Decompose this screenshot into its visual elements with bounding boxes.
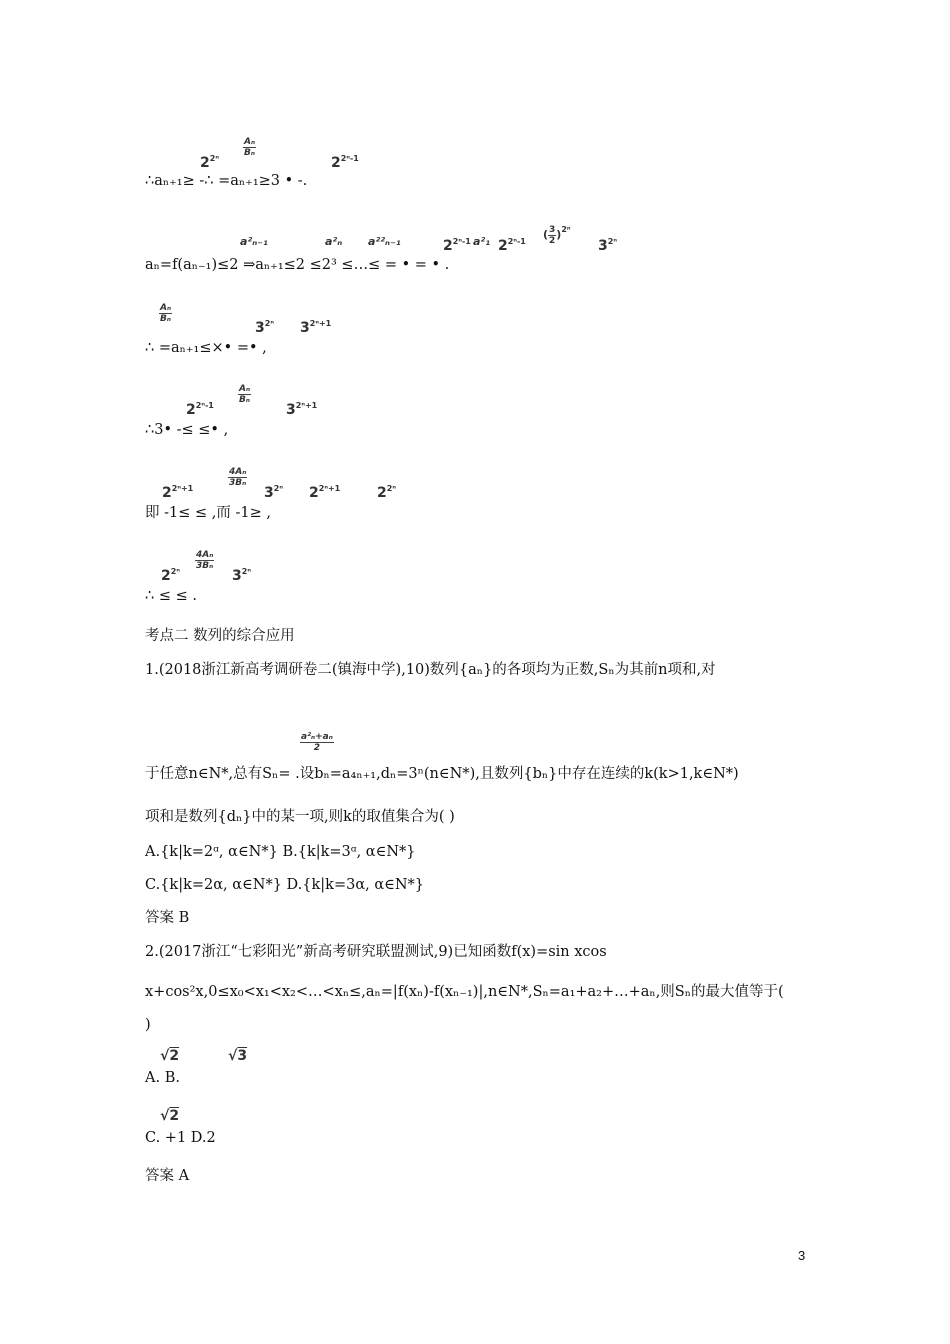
question-1-line-1: 1.(2018浙江新高考调研卷二(镇海中学),10)数列{aₙ}的各项均为正数,Sₙ为其前n项和,对 — [145, 662, 716, 678]
math-base-2: $2^{2^n}$ — [377, 484, 396, 501]
line-6: ∴ ≤ ≤ . — [145, 588, 197, 604]
question-1-answer: 答案 B — [145, 910, 190, 926]
question-2-options-ab: A. B. — [145, 1070, 180, 1086]
math-base-3: $3^{2^n}$ — [264, 484, 283, 501]
line-2: aₙ=f(aₙ₋₁)≤2 ⇒aₙ₊₁≤2 ≤2³ ≤…≤ = • = • . — [145, 257, 450, 273]
math-base-2: $2^{2^n}$ — [161, 567, 180, 584]
math-fraction-an-bn: $\frac{\text{Aₙ}}{\text{Bₙ}}$ — [160, 303, 172, 324]
math-base-2: $2^{2^n-1}$ — [331, 154, 359, 171]
math-fraction-an-bn: $\frac{\text{Aₙ}}{\text{Bₙ}}$ — [239, 384, 251, 405]
math-base-3: $3^{2^n}$ — [255, 319, 274, 336]
math-base-3: $3^{2^n}$ — [598, 237, 617, 254]
math-an-1-squared-2: a²²ₙ₋₁ — [368, 235, 401, 248]
math-base-2: $2^{2^n-1}$ — [443, 237, 471, 254]
math-base-3: $3^{2^n+1}$ — [286, 401, 318, 418]
math-an-squared: a²ₙ — [325, 235, 343, 248]
math-base-2: $2^{2^n+1}$ — [309, 484, 341, 501]
math-sqrt-2: √2 — [160, 1108, 180, 1124]
math-fraction-4an-3bn: $\frac{\text{4Aₙ}}{\text{3Bₙ}}$ — [196, 550, 214, 571]
question-2-answer: 答案 A — [145, 1168, 190, 1184]
page-number: 3 — [798, 1248, 806, 1263]
line-1: ∴aₙ₊₁≥ -∴ =aₙ₊₁≥3 • -. — [145, 173, 308, 189]
math-a1-squared: a²₁ — [473, 235, 491, 248]
question-2-options-cd: C. +1 D.2 — [145, 1130, 216, 1146]
line-3: ∴ =aₙ₊₁≤×• =• , — [145, 340, 267, 356]
math-three-halves: ( $\frac{3}{2}$ )$^{2^n}$ — [543, 224, 571, 246]
question-1-line-3: 项和是数列{dₙ}中的某一项,则k的取值集合为( ) — [145, 809, 455, 825]
question-2-line-3: ) — [145, 1017, 151, 1033]
question-1-options-ab: A.{k|k=2ᵅ, α∈N*} B.{k|k=3ᵅ, α∈N*} — [145, 844, 416, 860]
math-sn-fraction: $\frac{\text{a²ₙ+aₙ}}{2}$ — [301, 732, 333, 753]
math-base-3: $3^{2^n}$ — [232, 567, 251, 584]
question-2-line-2: x+cos²x,0≤x₀<x₁<x₂<…<xₙ≤,aₙ=|f(xₙ)-f(xₙ₋₁)|,n∈N*,Sₙ=a₁+a₂+…+aₙ,则Sₙ的最大值等于( — [145, 984, 784, 1000]
line-5: 即 -1≤ ≤ ,而 -1≥ , — [145, 505, 271, 521]
question-1-line-2: 于任意n∈N*,总有Sₙ= .设bₙ=a₄ₙ₊₁,dₙ=3ⁿ(n∈N*),且数列{bₙ}中存在连续的k(k>1,k∈N*) — [145, 766, 739, 782]
math-sqrt-2: √2 — [160, 1048, 180, 1064]
math-an-1-squared: a²ₙ₋₁ — [240, 235, 268, 248]
question-1-options-cd: C.{k|k=2α, α∈N*} D.{k|k=3α, α∈N*} — [145, 877, 425, 893]
math-base-2: $2^{2^n+1}$ — [162, 484, 194, 501]
math-base-2: $2^{2^n-1}$ — [498, 237, 526, 254]
section-heading: 考点二 数列的综合应用 — [145, 628, 295, 644]
math-base-2: $2^{2^n-1}$ — [186, 401, 214, 418]
question-2-line-1: 2.(2017浙江“七彩阳光”新高考研究联盟测试,9)已知函数f(x)=sin xcos — [145, 944, 607, 960]
math-sqrt-3: √3 — [228, 1048, 248, 1064]
math-fraction-an-bn: $\frac{\text{Aₙ}}{\text{Bₙ}}$ — [244, 137, 256, 158]
line-4: ∴3• -≤ ≤• , — [145, 422, 229, 438]
math-fraction-4an-3bn: $\frac{\text{4Aₙ}}{\text{3Bₙ}}$ — [229, 467, 247, 488]
math-base-2: $2^{2^n}$ — [200, 154, 219, 171]
math-base-3: $3^{2^n+1}$ — [300, 319, 332, 336]
